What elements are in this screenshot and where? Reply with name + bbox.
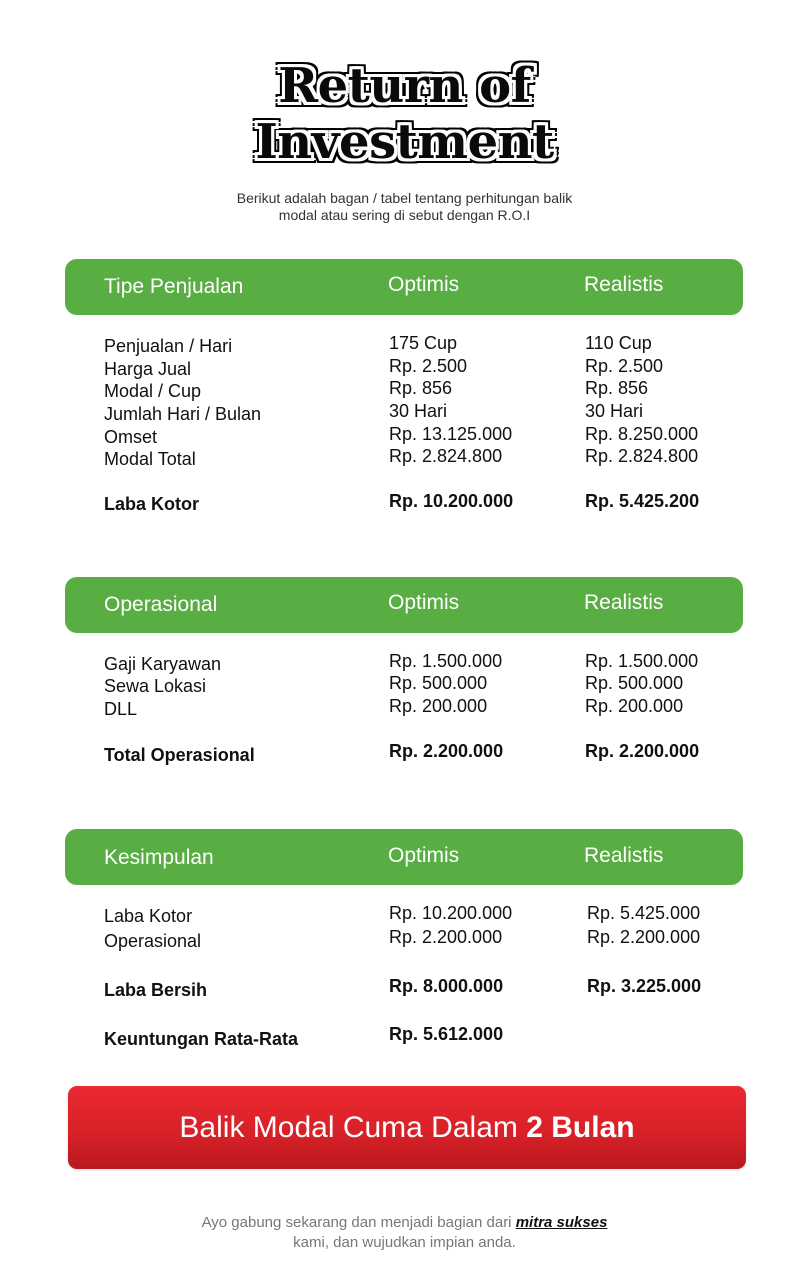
subtitle-line-2: modal atau sering di sebut dengan R.O.I [278,207,531,223]
table-row [0,673,809,696]
table-row [0,903,809,926]
table-row [0,333,809,356]
row-value-optimis: Rp. 10.200.000 [389,903,513,923]
row-value-optimis: Rp. 856 [389,378,453,398]
section-header-tipe-penjualan [65,259,743,315]
row-value-optimis: Rp. 13.125.000 [389,424,513,444]
total-label: Total Operasional [104,745,255,765]
row-value-realistis: Rp. 2.500 [585,356,664,376]
subtitle-line-1: Berikut adalah bagan / tabel tentang perhitungan balik [236,190,573,206]
column-header-optimis: Optimis [388,591,460,614]
row-value-optimis: Rp. 2.200.000 [389,927,503,947]
row-value-realistis: Rp. 856 [585,378,649,398]
table-total-row [0,741,809,764]
row-label: Gaji Karyawan [104,654,222,674]
row-label: Modal Total [104,449,196,469]
row-value-optimis: Rp. 1.500.000 [389,651,503,671]
row-value-realistis: Rp. 2.824.800 [585,446,699,466]
page-subtitle [0,190,809,224]
column-header-realistis: Realistis [584,844,664,867]
row-value-optimis: Rp. 500.000 [389,673,488,693]
row-value-optimis: 175 Cup [389,333,458,353]
table-row [0,424,809,447]
row-label: Omset [104,427,158,447]
column-header-realistis: Realistis [584,591,664,614]
row-value-realistis: Rp. 5.425.000 [587,903,701,923]
footer-message [0,1213,809,1253]
column-header-realistis: Realistis [584,273,664,296]
total-label: Laba Bersih [104,980,208,1000]
section-title: Kesimpulan [104,846,214,869]
table-total-row [0,976,809,999]
table-row [0,378,809,401]
page-title [0,58,809,170]
row-value-optimis: Rp. 200.000 [389,696,488,716]
total-value-optimis: Rp. 10.200.000 [389,491,514,511]
total-value-realistis: Rp. 3.225.000 [587,976,702,996]
total-value-realistis: Rp. 5.425.200 [585,491,700,511]
row-value-optimis: Rp. 2.824.800 [389,446,503,466]
footer-text-before: Ayo gabung sekarang dan menjadi bagian dari [201,1214,516,1231]
banner-text: Balik Modal Cuma Dalam [179,1111,527,1144]
row-value-realistis: Rp. 200.000 [585,696,684,716]
section-header-operasional [65,577,743,633]
section-title: Tipe Penjualan [104,275,244,298]
row-value-realistis: 110 Cup [585,333,652,353]
table-row [0,651,809,674]
row-value-realistis: Rp. 8.250.000 [585,424,699,444]
column-header-optimis: Optimis [388,273,460,296]
row-value-optimis: 30 Hari [389,401,448,421]
row-value-realistis: Rp. 2.200.000 [587,927,701,947]
row-value-realistis: Rp. 500.000 [585,673,684,693]
footer-line-2: kami, dan wujudkan impian anda. [293,1234,516,1251]
column-header-optimis: Optimis [388,844,460,867]
row-label: Modal / Cup [104,381,202,401]
footer-line-1 [0,1213,809,1233]
total-value-optimis: Rp. 8.000.000 [389,976,504,996]
title-line-2: Investment [255,114,554,170]
average-value-optimis: Rp. 5.612.000 [389,1024,504,1044]
row-value-realistis: Rp. 1.500.000 [585,651,699,671]
total-label: Laba Kotor [104,494,200,514]
table-row [0,696,809,719]
payback-banner [68,1086,746,1169]
average-label: Keuntungan Rata-Rata [104,1029,299,1049]
row-value-optimis: Rp. 2.500 [389,356,468,376]
row-label: DLL [104,699,138,719]
section-title: Operasional [104,593,218,616]
row-label: Operasional [104,931,202,951]
banner-emphasis: 2 Bulan [526,1111,635,1144]
table-row [0,446,809,469]
mitra-sukses-link[interactable]: mitra sukses [515,1214,608,1231]
row-label: Penjualan / Hari [104,336,233,356]
row-label: Sewa Lokasi [104,676,207,696]
table-row [0,927,809,950]
row-label: Jumlah Hari / Bulan [104,404,262,424]
row-label: Harga Jual [104,359,192,379]
table-row [0,401,809,424]
section-header-kesimpulan [65,829,743,885]
row-label: Laba Kotor [104,906,193,926]
table-row [0,356,809,379]
table-total-row [0,491,809,514]
average-profit-row [0,1024,809,1047]
row-value-realistis: 30 Hari [585,401,644,421]
total-value-optimis: Rp. 2.200.000 [389,741,504,761]
total-value-realistis: Rp. 2.200.000 [585,741,700,761]
title-line-1: Return of [278,58,531,114]
